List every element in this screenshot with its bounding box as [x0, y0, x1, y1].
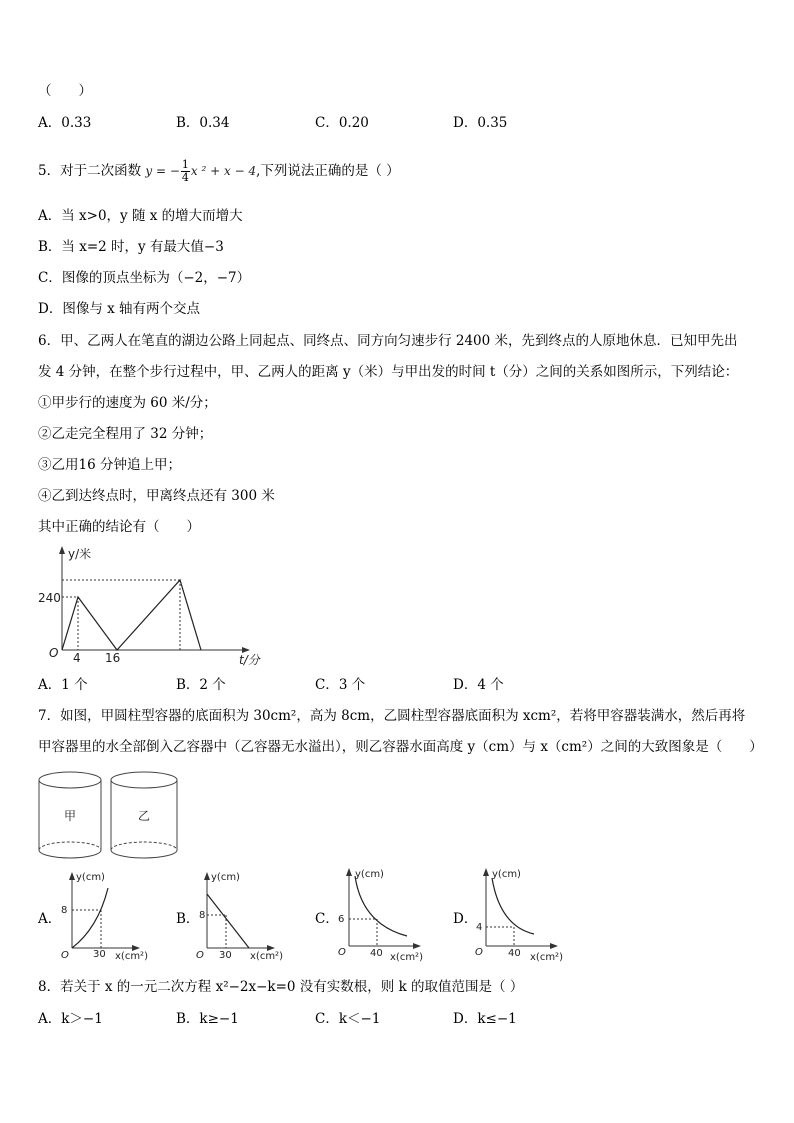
container-yi-top	[111, 772, 177, 788]
x-tick-4: 4	[73, 651, 81, 665]
q5-math-y: y = −	[145, 164, 180, 178]
x-tick-16: 16	[105, 651, 121, 665]
container-jia	[39, 772, 101, 858]
q8-option-d: D．k≤−1	[453, 1011, 517, 1027]
y-tick-240: 240	[38, 591, 61, 605]
origin-label: O	[61, 950, 69, 961]
container-jia-bottom-back	[39, 842, 101, 850]
q4-option-a: A．0.33	[38, 115, 92, 131]
origin-label: O	[49, 646, 59, 660]
q4-option-d: D．0.35	[453, 115, 508, 131]
y-tick: 4	[476, 922, 483, 933]
distance-curve	[62, 580, 201, 650]
q7-containers	[36, 768, 186, 863]
q6-stem-line2: 发 4 分钟，在整个步行过程中，甲、乙两人的距离 y（米）与甲出发的时间 t（分）之间的关系如图所示，下列结论：	[38, 364, 739, 380]
y-axis-arrow-icon	[59, 546, 65, 554]
q8-option-b: B．k≥−1	[176, 1011, 239, 1027]
q7-graph-c	[335, 862, 455, 964]
q6-stem-line1: 6．甲、乙两人在笔直的湖边公路上同起点、同终点、同方向匀速步行 2400 米，先到终点的人原地休息．已知甲先出	[38, 333, 738, 349]
y-axis-label: y(cm)	[76, 872, 105, 883]
y-axis-arrow-icon	[346, 868, 352, 876]
q6-option-b: B．2 个	[176, 677, 226, 693]
curve	[355, 876, 407, 936]
x-axis-arrow-icon	[413, 943, 421, 949]
y-axis-label: y(cm)	[355, 869, 384, 880]
q5-prefix: 5．对于二次函数	[38, 163, 142, 179]
q6-option-d: D．4 个	[453, 677, 504, 693]
origin-label: O	[338, 947, 346, 958]
container-jia-bottom-front	[39, 850, 101, 858]
q7-option-c-letter: C．	[315, 911, 339, 927]
q6-statement-4: ④乙到达终点时，甲离终点还有 300 米	[38, 488, 275, 504]
y-axis-arrow-icon	[204, 872, 210, 880]
q4-answer-paren: （ ）	[38, 83, 92, 99]
container-jia-label: 甲	[64, 809, 77, 823]
y-tick: 6	[338, 914, 345, 925]
q7-graph-d	[472, 862, 592, 964]
container-yi-bottom-back	[111, 842, 177, 850]
q6-distance-time-graph	[38, 540, 278, 670]
q5-option-d: D．图像与 x 轴有两个交点	[38, 301, 201, 317]
y-axis-arrow-icon	[483, 868, 489, 876]
origin-label: O	[196, 950, 204, 961]
y-axis-label: y/米	[68, 547, 92, 561]
line	[207, 894, 249, 948]
q7-graph-a	[58, 868, 173, 963]
y-tick: 8	[61, 905, 68, 916]
container-yi	[111, 772, 177, 858]
curve	[72, 888, 108, 948]
q7-stem-line2: 甲容器里的水全部倒入乙容器中（乙容器无水溢出），则乙容器水面高度 y（cm）与 x（cm²）之间的大致图象是（ ）	[38, 739, 763, 755]
q7-option-b-letter: B．	[176, 911, 200, 927]
x-axis-label: x(cm²)	[530, 952, 563, 963]
q4-option-b: B．0.34	[176, 115, 230, 131]
curve	[492, 878, 534, 934]
x-axis-label: x(cm²)	[250, 951, 283, 962]
q6-question: 其中正确的结论有（ ）	[38, 519, 200, 535]
y-axis-arrow-icon	[69, 872, 75, 880]
q5-frac-den: 4	[181, 171, 189, 184]
x-axis-label: x(cm²)	[390, 952, 423, 963]
q6-statement-2: ②乙走完全程用了 32 分钟；	[38, 426, 213, 442]
container-yi-label: 乙	[138, 809, 151, 823]
q6-statement-3: ③乙用16 分钟追上甲；	[38, 457, 181, 473]
q5-frac-num: 1	[181, 158, 189, 171]
x-axis-label: x(cm²)	[115, 951, 148, 962]
y-axis-label: y(cm)	[211, 872, 240, 883]
x-tick: 40	[508, 948, 521, 959]
container-yi-bottom-front	[111, 850, 177, 858]
q5-stem	[38, 158, 400, 184]
x-tick: 30	[93, 949, 106, 960]
q5-option-a: A．当 x>0，y 随 x 的增大而增大	[38, 208, 243, 224]
q8-option-c: C．k＜−1	[315, 1011, 381, 1027]
y-tick: 8	[199, 910, 206, 921]
q5-fraction	[181, 159, 190, 184]
x-tick: 30	[219, 950, 232, 961]
q5-suffix: ,下列说法正确的是（ ）	[256, 163, 400, 179]
container-jia-top	[39, 772, 101, 788]
q7-option-a-letter: A．	[38, 911, 62, 927]
q4-option-c: C．0.20	[315, 115, 369, 131]
q7-stem-line1: 7．如图，甲圆柱型容器的底面积为 30cm²，高为 8cm，乙圆柱型容器底面积为 xcm²，若将甲容器装满水，然后再将	[38, 708, 746, 724]
q8-option-a: A．k＞−1	[38, 1011, 103, 1027]
q7-option-d-letter: D．	[453, 911, 478, 927]
x-axis-arrow-icon	[550, 943, 558, 949]
q6-statement-1: ①甲步行的速度为 60 米/分；	[38, 395, 217, 411]
y-axis-label: y(cm)	[492, 869, 521, 880]
q5-option-b: B．当 x=2 时，y 有最大值−3	[38, 239, 224, 255]
q5-option-c: C．图像的顶点坐标为（−2，−7）	[38, 270, 251, 286]
q6-option-a: A．1 个	[38, 677, 88, 693]
x-axis-label: t/分	[239, 653, 260, 667]
q8-stem: 8．若关于 x 的一元二次方程 x²−2x−k=0 没有实数根，则 k 的取值范围是（ ）	[38, 979, 524, 995]
q5-math-rest: x ² + x − 4	[190, 164, 257, 178]
origin-label: O	[475, 947, 483, 958]
q6-option-c: C．3 个	[315, 677, 366, 693]
x-tick: 40	[370, 948, 383, 959]
q7-graph-b	[193, 868, 308, 963]
